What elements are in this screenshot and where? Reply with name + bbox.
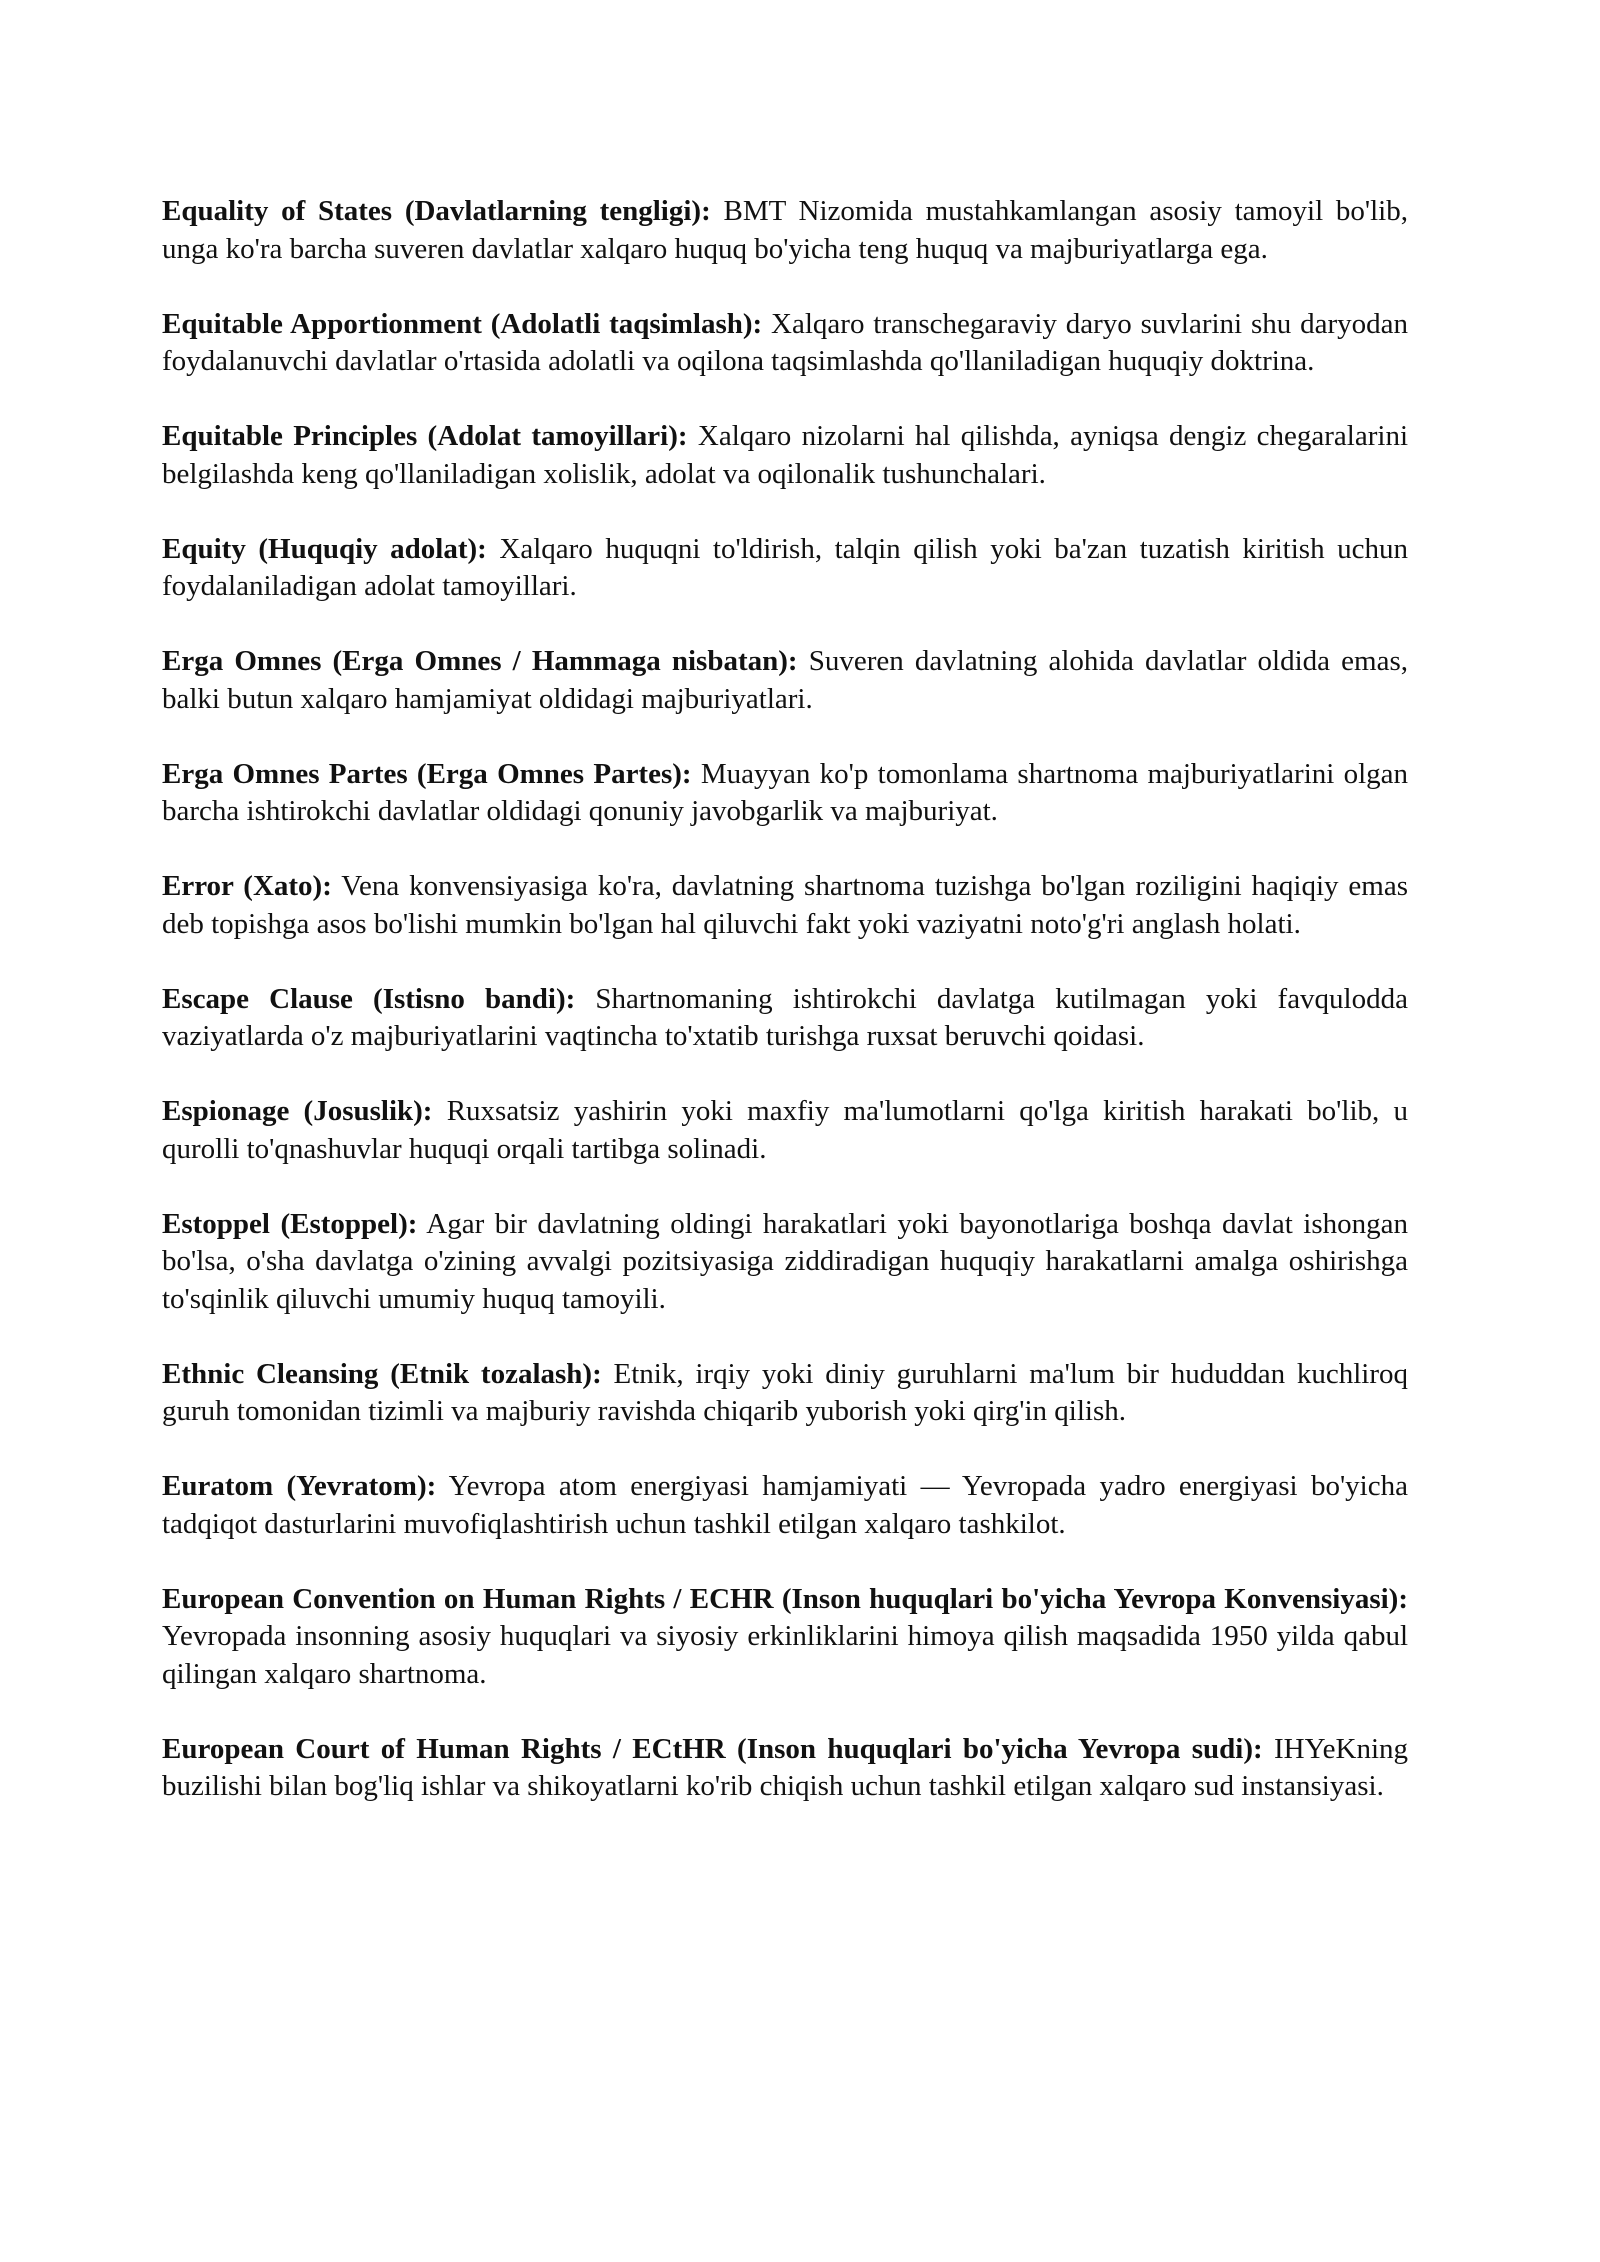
entry-definition: Suveren davlatning alohida davlatlar oldida emas, balki butun xalqaro hamjamiyat oldidagi majburiyatlari.: [162, 645, 1409, 715]
entry-definition: Shartnomaning ishtirokchi davlatga kutilmagan yoki favqulodda vaziyatlarda o'z majburiyatlarini vaqtincha to'xtatib turishga ruxsat beruvchi qoidasi.: [162, 982, 1408, 1052]
glossary-entry-escape-clause: [162, 981, 1408, 1056]
entry-term: Euratom (Yevratom):: [162, 1470, 437, 1502]
glossary-entry-erga-omnes-partes: [162, 756, 1408, 831]
entry-term: Equality of States (Davlatlarning tengligi):: [162, 195, 711, 227]
entry-definition: Yevropa atom energiyasi hamjamiyati — Yevropada yadro energiyasi bo'yicha tadqiqot dasturlarini muvofiqlashtirish uchun tashkil etilgan xalqaro tashkilot.: [162, 1470, 1408, 1540]
glossary-entry-error: [162, 868, 1408, 943]
glossary-entry-euratom: [162, 1468, 1408, 1543]
entry-definition: Xalqaro nizolarni hal qilishda, ayniqsa dengiz chegaralarini belgilashda keng qo'llaniladigan xolislik, adolat va oqilonalik tushunchalari.: [162, 420, 1408, 490]
entry-definition: Yevropada insonning asosiy huquqlari va siyosiy erkinliklarini himoya qilish maqsadida 1950 yilda qabul qilingan xalqaro shartnoma.: [162, 1620, 1408, 1690]
glossary-entry-equality-of-states: [162, 193, 1408, 268]
entry-definition: BMT Nizomida mustahkamlangan asosiy tamoyil bo'lib, unga ko'ra barcha suveren davlatlar xalqaro huquq bo'yicha teng huquq va majburiyatlarga ega.: [162, 195, 1408, 265]
entry-term: Equitable Principles (Adolat tamoyillari):: [162, 420, 688, 452]
entry-term: Equitable Apportionment (Adolatli taqsimlash):: [162, 307, 763, 340]
entry-definition: Xalqaro huquqni to'ldirish, talqin qilish yoki ba'zan tuzatish kiritish uchun foydalaniladigan adolat tamoyillari.: [162, 532, 1408, 602]
entry-term: Espionage (Josuslik):: [162, 1095, 433, 1127]
entry-term: Erga Omnes Partes (Erga Omnes Partes):: [162, 757, 692, 790]
entry-term: Error (Xato):: [162, 870, 332, 902]
entry-term: Equity (Huquqiy adolat):: [162, 532, 487, 565]
entry-definition: Vena konvensiyasiga ko'ra, davlatning shartnoma tuzishga bo'lgan roziligini haqiqiy emas deb topishga asos bo'lishi mumkin bo'lgan hal qiluvchi fakt yoki vaziyatni noto'g'ri anglash holati.: [162, 870, 1408, 940]
entry-term: European Court of Human Rights / ECtHR (Inson huquqlari bo'yicha Yevropa sudi):: [162, 1732, 1263, 1765]
glossary-entry-ethnic-cleansing: [162, 1356, 1408, 1431]
glossary-entry-ecthr: [162, 1731, 1408, 1806]
entry-term: Escape Clause (Istisno bandi):: [162, 982, 576, 1015]
entry-term: Estoppel (Estoppel):: [162, 1207, 418, 1240]
entry-definition: IHYeKning buzilishi bilan bog'liq ishlar va shikoyatlarni ko'rib chiqish uchun tashkil etilgan xalqaro sud instansiyasi.: [162, 1732, 1409, 1802]
entry-definition: Ruxsatsiz yashirin yoki maxfiy ma'lumotlarni qo'lga kiritish harakati bo'lib, u qurolli to'qnashuvlar huquqi orqali tartibga solinadi.: [162, 1095, 1409, 1165]
glossary-entry-equitable-principles: [162, 418, 1408, 493]
entry-definition: Etnik, irqiy yoki diniy guruhlarni ma'lum bir hududdan kuchliroq guruh tomonidan tizimli va majburiy ravishda chiqarib yuborish yoki qirg'in qilish.: [162, 1357, 1408, 1427]
glossary-entry-erga-omnes: [162, 643, 1408, 718]
entry-term: European Convention on Human Rights / ECHR (Inson huquqlari bo'yicha Yevropa Konvensiyasi):: [162, 1582, 1408, 1615]
document-page: [162, 193, 1408, 1843]
entry-term: Ethnic Cleansing (Etnik tozalash):: [162, 1357, 602, 1390]
entry-definition: Muayyan ko'p tomonlama shartnoma majburiyatlarini olgan barcha ishtirokchi davlatlar oldidagi qonuniy javobgarlik va majburiyat.: [162, 757, 1409, 827]
glossary-entry-equity: [162, 531, 1408, 606]
glossary-entry-echr: [162, 1581, 1408, 1694]
glossary-entry-espionage: [162, 1093, 1408, 1168]
entry-term: Erga Omnes (Erga Omnes / Hammaga nisbatan):: [162, 645, 798, 677]
glossary-entry-estoppel: [162, 1206, 1408, 1319]
glossary-entry-equitable-apportionment: [162, 306, 1408, 381]
entry-definition: Xalqaro transchegaraviy daryo suvlarini shu daryodan foydalanuvchi davlatlar o'rtasida adolatli va oqilona taqsimlashda qo'llaniladigan huquqiy doktrina.: [162, 307, 1408, 377]
entry-definition: Agar bir davlatning oldingi harakatlari yoki bayonotlariga boshqa davlat ishongan bo'lsa, o'sha davlatga o'zining avvalgi pozitsiyasiga ziddiradigan huquqiy harakatlarni amalga oshirishga to'sqinlik qiluvchi umumiy huquq tamoyili.: [162, 1207, 1408, 1315]
